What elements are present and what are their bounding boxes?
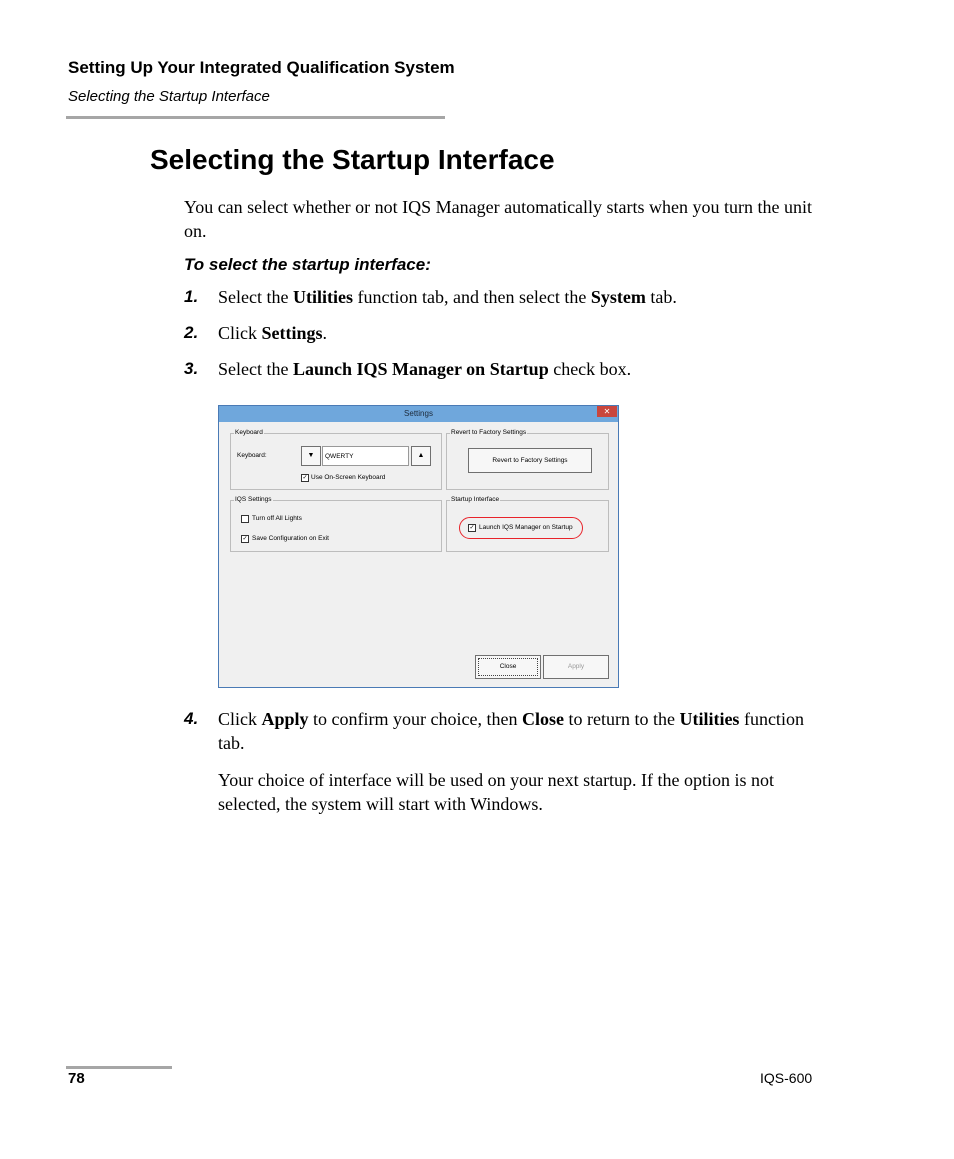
intro-paragraph: You can select whether or not IQS Manager automatically starts when you turn the unit on.	[184, 197, 813, 241]
step-1-text: Select the Utilities function tab, and then select the System tab.	[218, 287, 677, 307]
step-number: 3.	[184, 359, 199, 378]
keyboard-value: QWERTY	[325, 453, 354, 460]
iqs-settings-group-label: IQS Settings	[235, 496, 272, 503]
startup-interface-group-label: Startup Interface	[451, 496, 500, 503]
keyboard-group	[230, 429, 442, 490]
keyboard-label: Keyboard:	[237, 452, 267, 459]
keyboard-group-label: Keyboard	[235, 429, 263, 436]
step-4-text: Click Apply to confirm your choice, then Close to return to the Utilities function tab.	[218, 709, 804, 753]
header-rule	[66, 116, 445, 119]
startup-interface-group	[446, 496, 609, 552]
launch-manager-checkbox[interactable]: ✓	[469, 525, 475, 531]
step-number: 2.	[184, 323, 199, 342]
page-title: Selecting the Startup Interface	[150, 144, 555, 175]
save-config-label: Save Configuration on Exit	[252, 535, 329, 542]
onscreen-keyboard-checkbox[interactable]: ✓	[302, 475, 308, 481]
turn-off-lights-checkbox[interactable]	[241, 515, 249, 523]
close-button[interactable]	[475, 655, 541, 679]
keyboard-prev-button[interactable]: ▼	[301, 446, 321, 466]
keyboard-next-button[interactable]: ▲	[411, 446, 431, 466]
close-button-label: Close	[478, 658, 538, 676]
revert-factory-button[interactable]: Revert to Factory Settings	[468, 448, 592, 473]
onscreen-keyboard-label: Use On-Screen Keyboard	[311, 474, 386, 481]
step-2-text: Click Settings.	[218, 323, 328, 343]
save-config-checkbox[interactable]: ✓	[242, 536, 248, 542]
step-number: 1.	[184, 287, 199, 306]
launch-manager-label: Launch IQS Manager on Startup	[479, 524, 573, 531]
apply-button[interactable]: Apply	[543, 655, 609, 679]
turn-off-lights-label: Turn off All Lights	[252, 515, 302, 522]
step-number: 4.	[184, 709, 199, 728]
dialog-title: Settings	[404, 409, 433, 418]
chapter-title: Setting Up Your Integrated Qualification System	[68, 58, 455, 77]
iqs-settings-group	[230, 496, 442, 552]
section-subtitle: Selecting the Startup Interface	[68, 88, 270, 105]
keyboard-select[interactable]	[322, 446, 409, 466]
note-paragraph: Your choice of interface will be used on your next startup. If the option is not selected, the system will start with Windows.	[218, 770, 775, 814]
page-number: 78	[68, 1070, 85, 1087]
footer-rule	[66, 1066, 172, 1069]
revert-group	[446, 429, 609, 490]
close-icon[interactable]: ✕	[597, 406, 617, 417]
dialog-titlebar	[219, 406, 618, 422]
model-name: IQS-600	[760, 1070, 813, 1086]
procedure-title: To select the startup interface:	[184, 255, 431, 274]
step-3-text: Select the Launch IQS Manager on Startup check box.	[218, 359, 632, 379]
revert-group-label: Revert to Factory Settings	[451, 429, 527, 436]
settings-dialog	[218, 405, 619, 688]
